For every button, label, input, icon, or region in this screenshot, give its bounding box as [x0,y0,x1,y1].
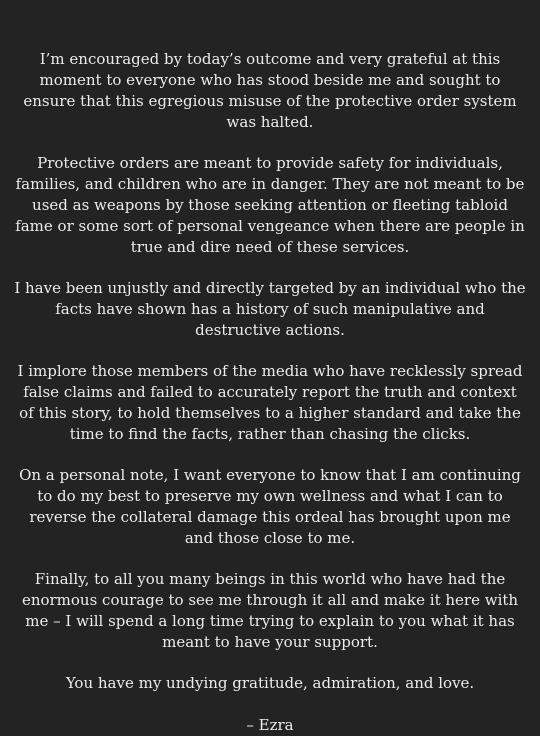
statement-paragraph-1: I’m encouraged by today’s outcome and very grateful at this moment to everyone who has stood beside me and sought to ensure that this egregious misuse of the protective order system was halted. [23,50,517,131]
statement-closing-line: You have my undying gratitude, admiration, and love. [65,674,475,692]
statement-paragraph-2: Protective orders are meant to provide safety for individuals, families, and children who are in danger. They are not meant to be used as weapons by those seeking attention or fleeting tabloid fame or some sort of personal vengeance when there are people in true and dire need of these services. [15,154,525,256]
statement-paragraph-6: Finally, to all you many beings in this world who have had the enormous courage to see me through it all and make it here with me – I will spend a long time trying to explain to you what it has meant to have your support. [21,570,519,651]
signoff: – Ezra [246,716,294,734]
statement-paragraph-5: On a personal note, I want everyone to know that I am continuing to do my best to preserve my own wellness and what I can to reverse the collateral damage this ordeal has brought upon me and those close to me. [19,466,521,547]
statement-paragraph-3: I have been unjustly and directly targeted by an individual who the facts have shown has a history of such manipulative and destructive actions. [14,279,526,339]
statement-paragraph-4: I implore those members of the media who have recklessly spread false claims and failed to accurately report the truth and context of this story, to hold themselves to a higher standard and take the time to find the facts, rather than chasing the clicks. [17,362,523,443]
